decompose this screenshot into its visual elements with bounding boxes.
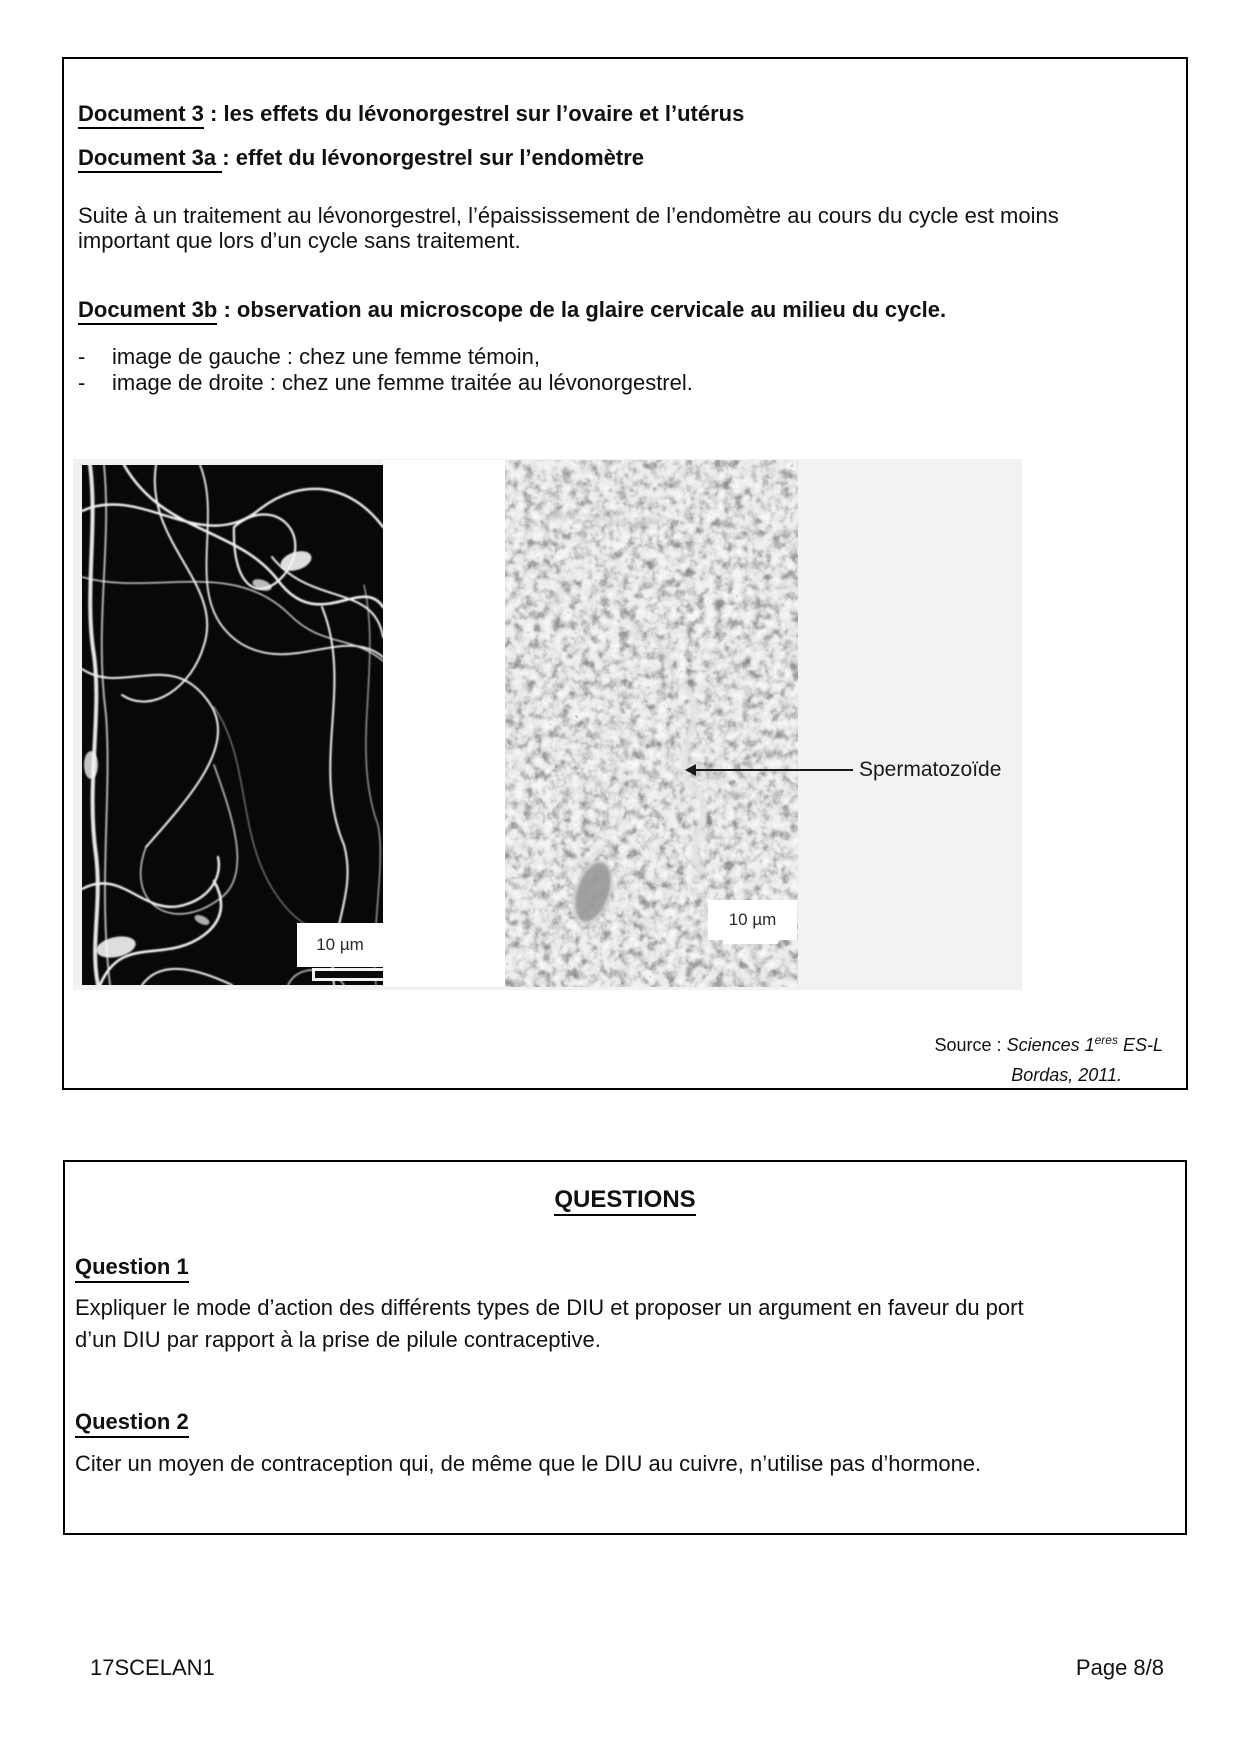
questions-heading: [65, 1186, 1185, 1214]
micrograph-figure-panel: [73, 459, 1022, 990]
figure-source-line2: [1011, 1065, 1122, 1086]
annotation-label: Spermatozoïde: [859, 758, 1002, 781]
questions-heading-text: QUESTIONS: [554, 1186, 695, 1216]
document3-title-rest: : les effets du lévonorgestrel sur l’ovaire et l’utérus: [203, 101, 745, 126]
source-prefix: Source :: [934, 1035, 1007, 1055]
question2-label-text: Question 2: [75, 1409, 189, 1438]
question1-line: d’un DIU par rapport à la prise de pilule contraceptive.: [75, 1327, 601, 1352]
footer-exam-code: 17SCELAN1: [90, 1655, 215, 1680]
question1-line: Expliquer le mode d’action des différents types de DIU et proposer un argument en faveur du port: [75, 1295, 1024, 1320]
figure-white-gap: [383, 460, 505, 987]
bullet-text: image de gauche : chez une femme témoin,: [112, 344, 541, 369]
right-scale-label: 10 µm: [728, 910, 777, 929]
question1-text: [75, 1292, 1024, 1356]
page-footer: [90, 1655, 1164, 1681]
bullet-marker: -: [78, 344, 86, 369]
document3a-paragraph: [78, 203, 1059, 253]
document3b-subtitle-rest: : observation au microscope de la glaire cervicale au milieu du cycle.: [217, 297, 947, 322]
document3b-bullet-list: [78, 344, 693, 396]
paragraph-line: important que lors d’un cycle sans traitement.: [78, 228, 521, 253]
micrograph-right-treated: [505, 460, 798, 987]
question2-label: [75, 1409, 189, 1435]
question1-label: [75, 1254, 189, 1280]
questions-box: [63, 1160, 1187, 1535]
left-scale-bar: [315, 971, 383, 978]
bullet-marker: -: [78, 370, 86, 395]
document3-title-label: Document 3: [78, 101, 204, 129]
source-title: Sciences 1: [1006, 1035, 1095, 1055]
right-scale-widget: [708, 900, 798, 950]
right-scale-bar: [723, 938, 778, 944]
bullet-item: [78, 370, 693, 396]
document3a-subtitle-label: Document 3a: [78, 145, 222, 173]
left-scale-label: 10 µm: [316, 935, 364, 954]
source-superscript: eres: [1094, 1033, 1118, 1047]
document3b-subtitle-label: Document 3b: [78, 297, 217, 325]
micrograph-left-art: [82, 465, 383, 985]
left-scale-label-box: [297, 923, 383, 967]
bullet-item: [78, 344, 693, 370]
annotation-arrow-line: [695, 769, 853, 771]
document3a-subtitle: [78, 145, 644, 171]
source-suffix: ES-L: [1117, 1035, 1163, 1055]
document3b-subtitle: [78, 297, 946, 323]
document3-box: [62, 57, 1188, 1090]
right-scale-label-box: [708, 900, 797, 940]
footer-page-number: Page 8/8: [1075, 1655, 1164, 1680]
document3a-subtitle-rest: : effet du lévonorgestrel sur l’endomètre: [222, 145, 645, 170]
question2-text: [75, 1448, 981, 1480]
document3-title: [78, 101, 744, 127]
question1-label-text: Question 1: [75, 1254, 189, 1283]
source-publisher: Bordas, 2011.: [1011, 1065, 1122, 1085]
paragraph-line: Suite à un traitement au lévonorgestrel, l’épaississement de l’endomètre au cours du cycle est moins: [78, 203, 1059, 228]
question2-line: Citer un moyen de contraception qui, de même que le DIU au cuivre, n’utilise pas d’hormone.: [75, 1451, 982, 1476]
micrograph-left-control: [82, 465, 383, 985]
left-scale-widget: [297, 923, 383, 985]
bullet-text: image de droite : chez une femme traitée au lévonorgestrel.: [112, 370, 693, 395]
figure-source-line1: [935, 1033, 1163, 1056]
